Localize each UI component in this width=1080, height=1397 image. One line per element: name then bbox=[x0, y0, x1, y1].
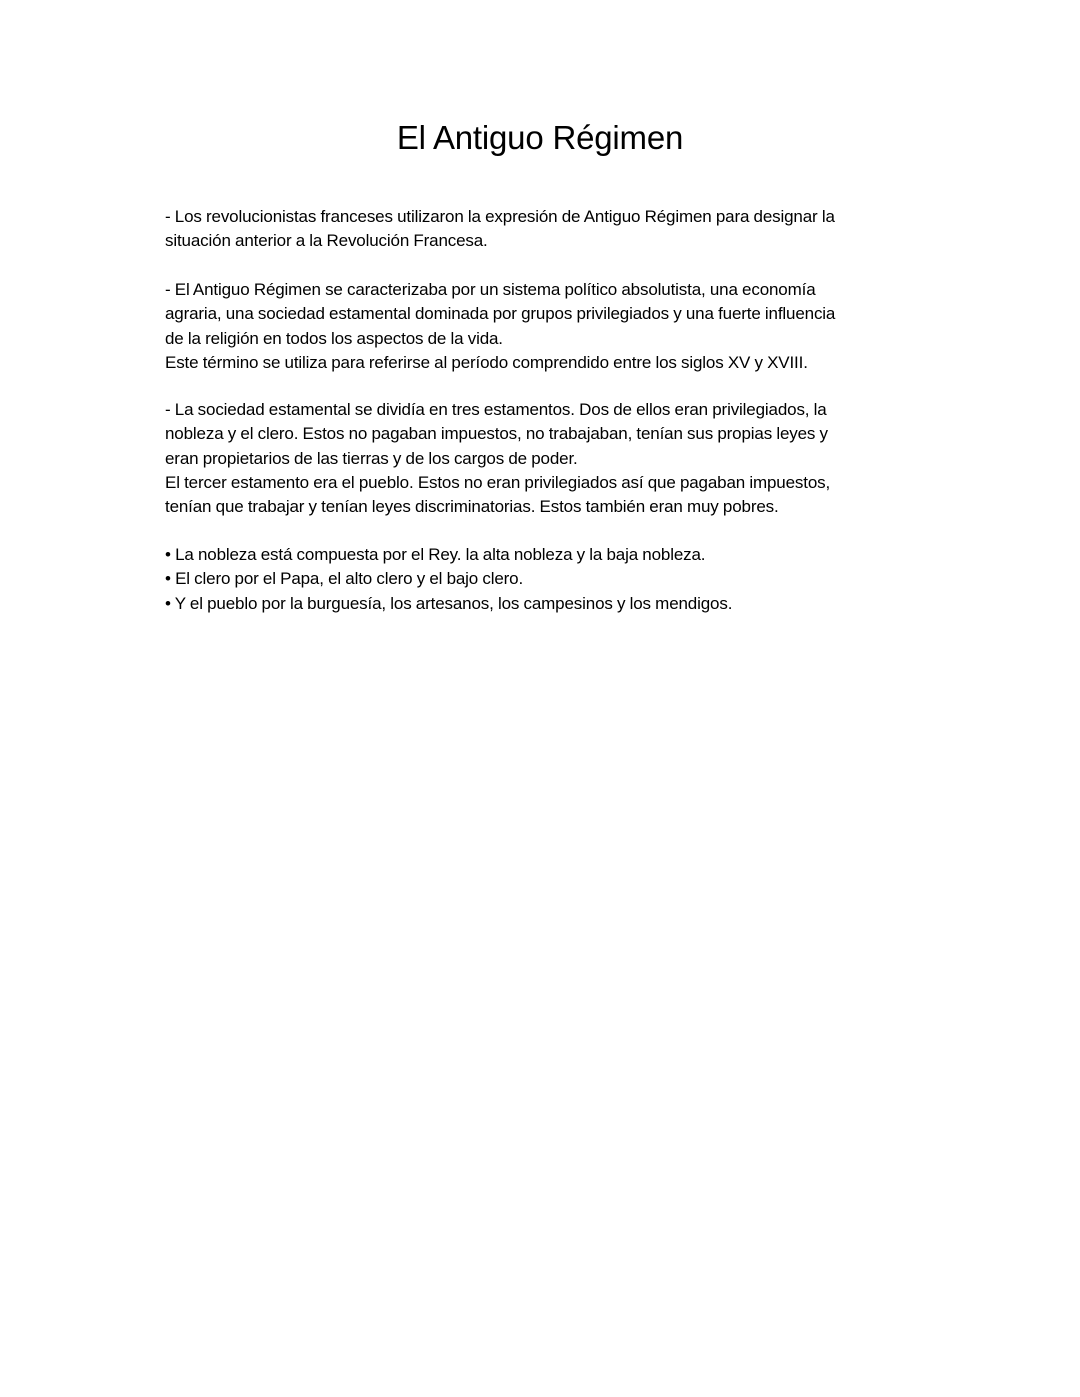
list-item: • Y el pueblo por la burguesía, los artesanos, los campesinos y los mendigos. bbox=[165, 593, 733, 613]
list-item: • La nobleza está compuesta por el Rey. la alta nobleza y la baja nobleza. bbox=[165, 545, 706, 564]
text-line: Este término se utiliza para referirse al período comprendido entre los siglos XV y XVIII. bbox=[165, 352, 808, 372]
bullet-list bbox=[165, 543, 925, 616]
paragraph-estates bbox=[165, 398, 925, 519]
text-line: - El Antiguo Régimen se caracterizaba por un sistema político absolutista, una economía bbox=[165, 280, 816, 299]
text-line: eran propietarios de las tierras y de los cargos de poder. bbox=[165, 448, 578, 468]
text-line: - La sociedad estamental se dividía en tres estamentos. Dos de ellos eran privilegiados, la bbox=[165, 400, 827, 419]
paragraph-definition bbox=[165, 205, 925, 254]
list-item: • El clero por el Papa, el alto clero y el bajo clero. bbox=[165, 569, 524, 589]
text-line: tenían que trabajar y tenían leyes discriminatorias. Estos también eran muy pobres. bbox=[165, 497, 779, 517]
text-line: agraria, una sociedad estamental dominada por grupos privilegiados y una fuerte influencia bbox=[165, 304, 836, 324]
text-line: El tercer estamento era el pueblo. Estos no eran privilegiados así que pagaban impuestos, bbox=[165, 472, 831, 492]
text-line: - Los revolucionistas franceses utilizaron la expresión de Antiguo Régimen para designar la bbox=[165, 207, 835, 226]
text-line: nobleza y el clero. Estos no pagaban impuestos, no trabajaban, tenían sus propias leyes y bbox=[165, 424, 828, 444]
text-line: de la religión en todos los aspectos de la vida. bbox=[165, 328, 503, 348]
text-line: situación anterior a la Revolución Francesa. bbox=[165, 231, 488, 251]
page-title: El Antiguo Régimen bbox=[396, 119, 684, 156]
paragraph-characteristics bbox=[165, 278, 925, 375]
